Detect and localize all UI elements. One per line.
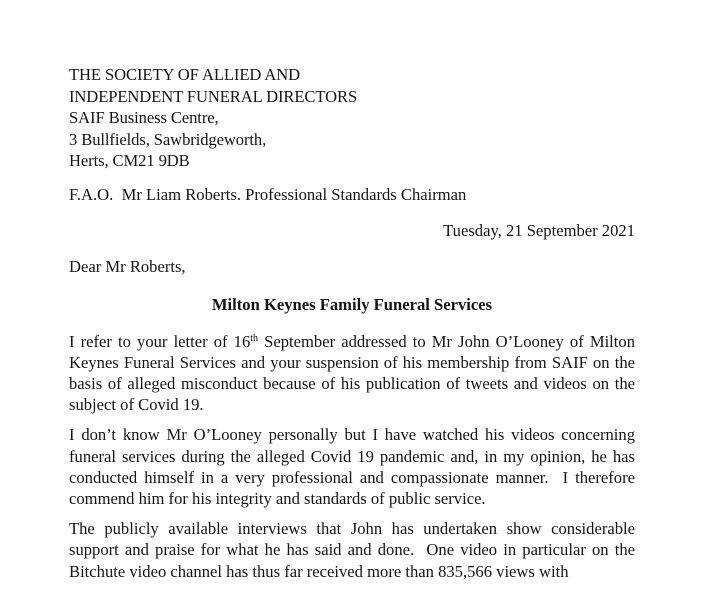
- subject-heading: Milton Keynes Family Funeral Services: [211, 294, 493, 314]
- letter-page: [69, 64, 640, 582]
- salutation: Dear Mr Roberts,: [69, 256, 186, 276]
- letter-date: Tuesday, 21 September 2021: [443, 220, 635, 240]
- paragraph-3: The publicly available interviews that John has undertaken show considerable support and praise for what he has said and done. One video in particular on the Bitchute video channel has thus far received more than 835,566 views with: [69, 519, 640, 581]
- paragraph-1: [69, 331, 635, 416]
- recipient-address-block: [69, 64, 635, 172]
- paragraph-2: I don’t know Mr O’Looney personally but I have watched his videos concerning funeral services during the alleged Covid 19 pandemic and, in my opinion, he has conducted himself in a very professional and compassionate manner. I therefore commend him for his integrity and standards of public service.: [69, 425, 640, 508]
- for-attention-of-line: F.A.O. Mr Liam Roberts. Professional Standards Chairman: [69, 184, 467, 204]
- address-line-2: INDEPENDENT FUNERAL DIRECTORS: [69, 86, 358, 106]
- ordinal-suffix: th: [250, 332, 259, 344]
- address-line-1: THE SOCIETY OF ALLIED AND: [69, 65, 301, 84]
- paragraph-1-text-end: September addressed to Mr John O’Looney of Milton Keynes Funeral Services and your suspension of his membership from SAIF on the basis of alleged misconduct because of his publication of tweets and videos on the subject of Covid 19.: [69, 331, 635, 415]
- address-line-3: SAIF Business Centre,: [69, 108, 219, 127]
- address-line-5: Herts, CM21 9DB: [69, 151, 190, 170]
- address-line-4: 3 Bullfields, Sawbridgeworth,: [69, 129, 267, 149]
- paragraph-1-text-start: I refer to your letter of 16: [69, 331, 251, 351]
